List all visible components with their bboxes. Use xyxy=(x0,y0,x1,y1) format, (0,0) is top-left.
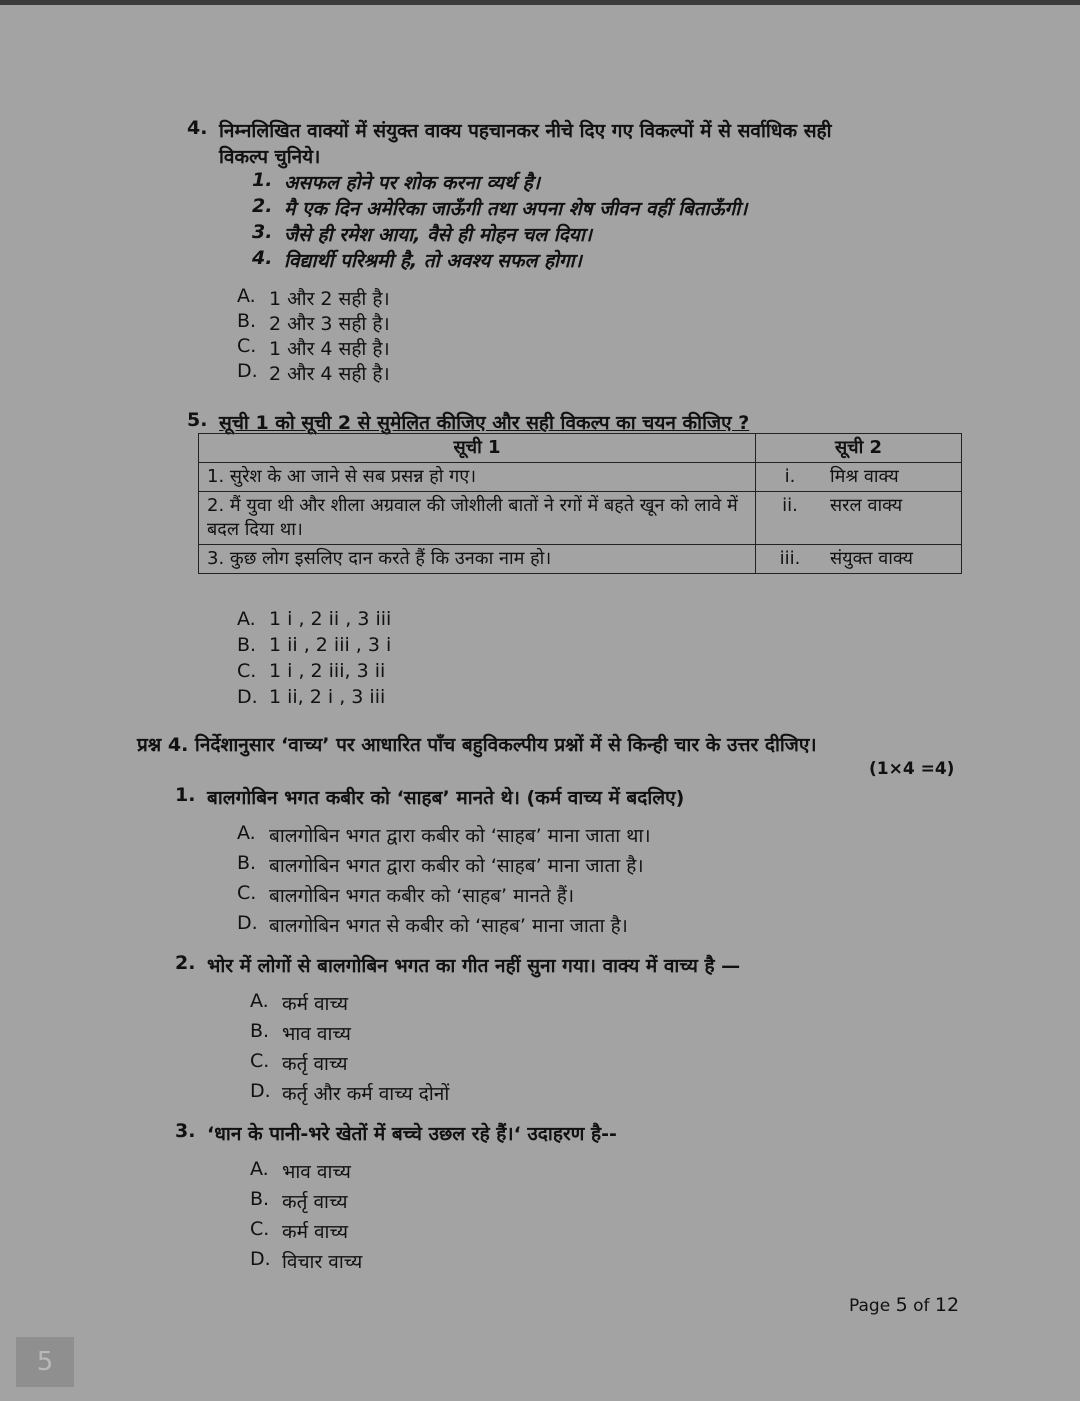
table-header-list2: सूची 2 xyxy=(756,434,962,463)
q4-option-letter: B. xyxy=(237,310,257,332)
q4-option-text: 2 और 4 सही है। xyxy=(269,363,390,385)
q4-sentence-text: विद्यार्थी परिश्रमी है, तो अवश्य सफल होगा। xyxy=(284,250,582,272)
q4-option-text: 1 और 2 सही है। xyxy=(269,288,390,310)
v1-option-letter: A. xyxy=(237,822,256,844)
q5-option-text: 1 i , 2 iii, 3 ii xyxy=(269,660,386,682)
v3-option-letter: B. xyxy=(250,1188,270,1210)
v1-option-letter: B. xyxy=(237,852,257,874)
q4-sentence-number: 4. xyxy=(252,247,273,269)
q5-option-letter: C. xyxy=(237,660,257,682)
roman-numeral: iii. xyxy=(779,548,801,569)
table-row xyxy=(199,545,962,574)
table-cell-left: 3. कुछ लोग इसलिए दान करते हैं कि उनका नाम हो। xyxy=(199,545,756,574)
page-total: 12 xyxy=(934,1294,960,1316)
q4-option-letter: D. xyxy=(237,360,258,382)
v2-option-text: कर्तृ और कर्म वाच्य दोनों xyxy=(282,1083,450,1105)
roman-numeral: ii. xyxy=(782,495,798,516)
v1-option-text: बालगोबिन भगत से कबीर को ‘साहब’ माना जाता है। xyxy=(269,915,628,937)
q4-text-line1: निम्नलिखित वाक्यों में संयुक्त वाक्य पहचानकर नीचे दिए गए विकल्पों में से सर्वाधिक सही xyxy=(219,120,832,142)
table-cell-right xyxy=(756,463,962,492)
q5-option-letter: B. xyxy=(237,634,257,656)
q4-sentence-text: मै एक दिन अमेरिका जाऊँगी तथा अपना शेष जीवन वहीं बिताऊँगी। xyxy=(284,198,748,220)
table-header-list1: सूची 1 xyxy=(199,434,756,463)
v1-option-text: बालगोबिन भगत कबीर को ‘साहब’ मानते हैं। xyxy=(269,885,575,907)
document-page xyxy=(0,5,1080,1401)
v1-number: 1. xyxy=(175,784,196,806)
q5-option-text: 1 ii , 2 iii , 3 i xyxy=(269,634,392,656)
v1-option-letter: C. xyxy=(237,882,257,904)
v1-option-letter: D. xyxy=(237,912,258,934)
q5-number: 5. xyxy=(187,409,208,431)
page-of: of xyxy=(913,1296,930,1316)
section-heading: प्रश्न 4. निर्देशानुसार ‘वाच्य’ पर आधारित पाँच बहुविकल्पीय प्रश्नों में से किन्ही चार के उत्तर दीजिए। xyxy=(137,734,817,756)
table-cell-right xyxy=(756,492,962,545)
v1-text: बालगोबिन भगत कबीर को ‘साहब’ मानते थे। (कर्म वाच्य में बदलिए) xyxy=(207,787,685,809)
v3-option-text: कर्म वाच्य xyxy=(282,1221,349,1243)
v3-option-text: कर्तृ वाच्य xyxy=(282,1191,348,1213)
page-thumbnail-number[interactable]: 5 xyxy=(16,1337,74,1387)
page-footer xyxy=(849,1294,959,1316)
sentence-type: संयुक्त वाक्य xyxy=(830,548,913,569)
q4-number: 4. xyxy=(187,117,208,139)
v2-number: 2. xyxy=(175,952,196,974)
v1-option-text: बालगोबिन भगत द्वारा कबीर को ‘साहब’ माना जाता है। xyxy=(269,855,644,877)
v2-option-letter: D. xyxy=(250,1080,271,1102)
table-cell-left: 1. सुरेश के आ जाने से सब प्रसन्न हो गए। xyxy=(199,463,756,492)
q4-sentence-text: जैसे ही रमेश आया, वैसे ही मोहन चल दिया। xyxy=(284,224,592,246)
v3-option-letter: C. xyxy=(250,1218,270,1240)
v2-option-text: कर्म वाच्य xyxy=(282,993,349,1015)
q5-option-letter: D. xyxy=(237,686,258,708)
q4-sentence-number: 1. xyxy=(252,169,273,191)
v2-option-letter: B. xyxy=(250,1020,270,1042)
q4-sentence-number: 2. xyxy=(252,195,273,217)
page-current: 5 xyxy=(895,1294,908,1316)
q5-option-text: 1 i , 2 ii , 3 iii xyxy=(269,608,392,630)
q4-option-letter: C. xyxy=(237,335,257,357)
v3-option-text: भाव वाच्य xyxy=(282,1161,351,1183)
matching-table xyxy=(198,433,962,574)
v2-text: भोर में लोगों से बालगोबिन भगत का गीत नहीं सुना गया। वाक्य में वाच्य है — xyxy=(207,955,741,977)
table-cell-left: 2. मैं युवा थी और शीला अग्रवाल की जोशीली बातों ने रगों में बहते खून को लावे में बदल दिया था। xyxy=(199,492,756,545)
v3-option-letter: A. xyxy=(250,1158,269,1180)
marks-label: (1×4 =4) xyxy=(869,759,955,779)
v3-number: 3. xyxy=(175,1120,196,1142)
q4-option-text: 2 और 3 सही है। xyxy=(269,313,390,335)
page-label: Page xyxy=(849,1296,891,1316)
v2-option-letter: C. xyxy=(250,1050,270,1072)
v2-option-letter: A. xyxy=(250,990,269,1012)
sentence-type: मिश्र वाक्य xyxy=(830,466,899,487)
q4-option-text: 1 और 4 सही है। xyxy=(269,338,390,360)
q4-text-line2: विकल्प चुनिये। xyxy=(219,146,321,168)
q5-option-letter: A. xyxy=(237,608,256,630)
q4-sentence-text: असफल होने पर शोक करना व्यर्थ है। xyxy=(284,172,540,194)
q4-option-letter: A. xyxy=(237,285,256,307)
table-row xyxy=(199,492,962,545)
v3-option-letter: D. xyxy=(250,1248,271,1270)
table-row xyxy=(199,463,962,492)
table-cell-right xyxy=(756,545,962,574)
v1-option-text: बालगोबिन भगत द्वारा कबीर को ‘साहब’ माना जाता था। xyxy=(269,825,651,847)
q5-option-text: 1 ii, 2 i , 3 iii xyxy=(269,686,386,708)
table-header-row xyxy=(199,434,962,463)
roman-numeral: i. xyxy=(784,466,796,487)
sentence-type: सरल वाक्य xyxy=(830,495,903,516)
v2-option-text: कर्तृ वाच्य xyxy=(282,1053,348,1075)
v3-option-text: विचार वाच्य xyxy=(282,1251,363,1273)
v3-text: ‘धान के पानी-भरे खेतों में बच्चे उछल रहे हैं।‘ उदाहरण है-- xyxy=(207,1123,617,1145)
q5-text: सूची 1 को सूची 2 से सुमेलित कीजिए और सही विकल्प का चयन कीजिए ? xyxy=(219,412,750,434)
q4-sentence-number: 3. xyxy=(252,221,273,243)
v2-option-text: भाव वाच्य xyxy=(282,1023,351,1045)
